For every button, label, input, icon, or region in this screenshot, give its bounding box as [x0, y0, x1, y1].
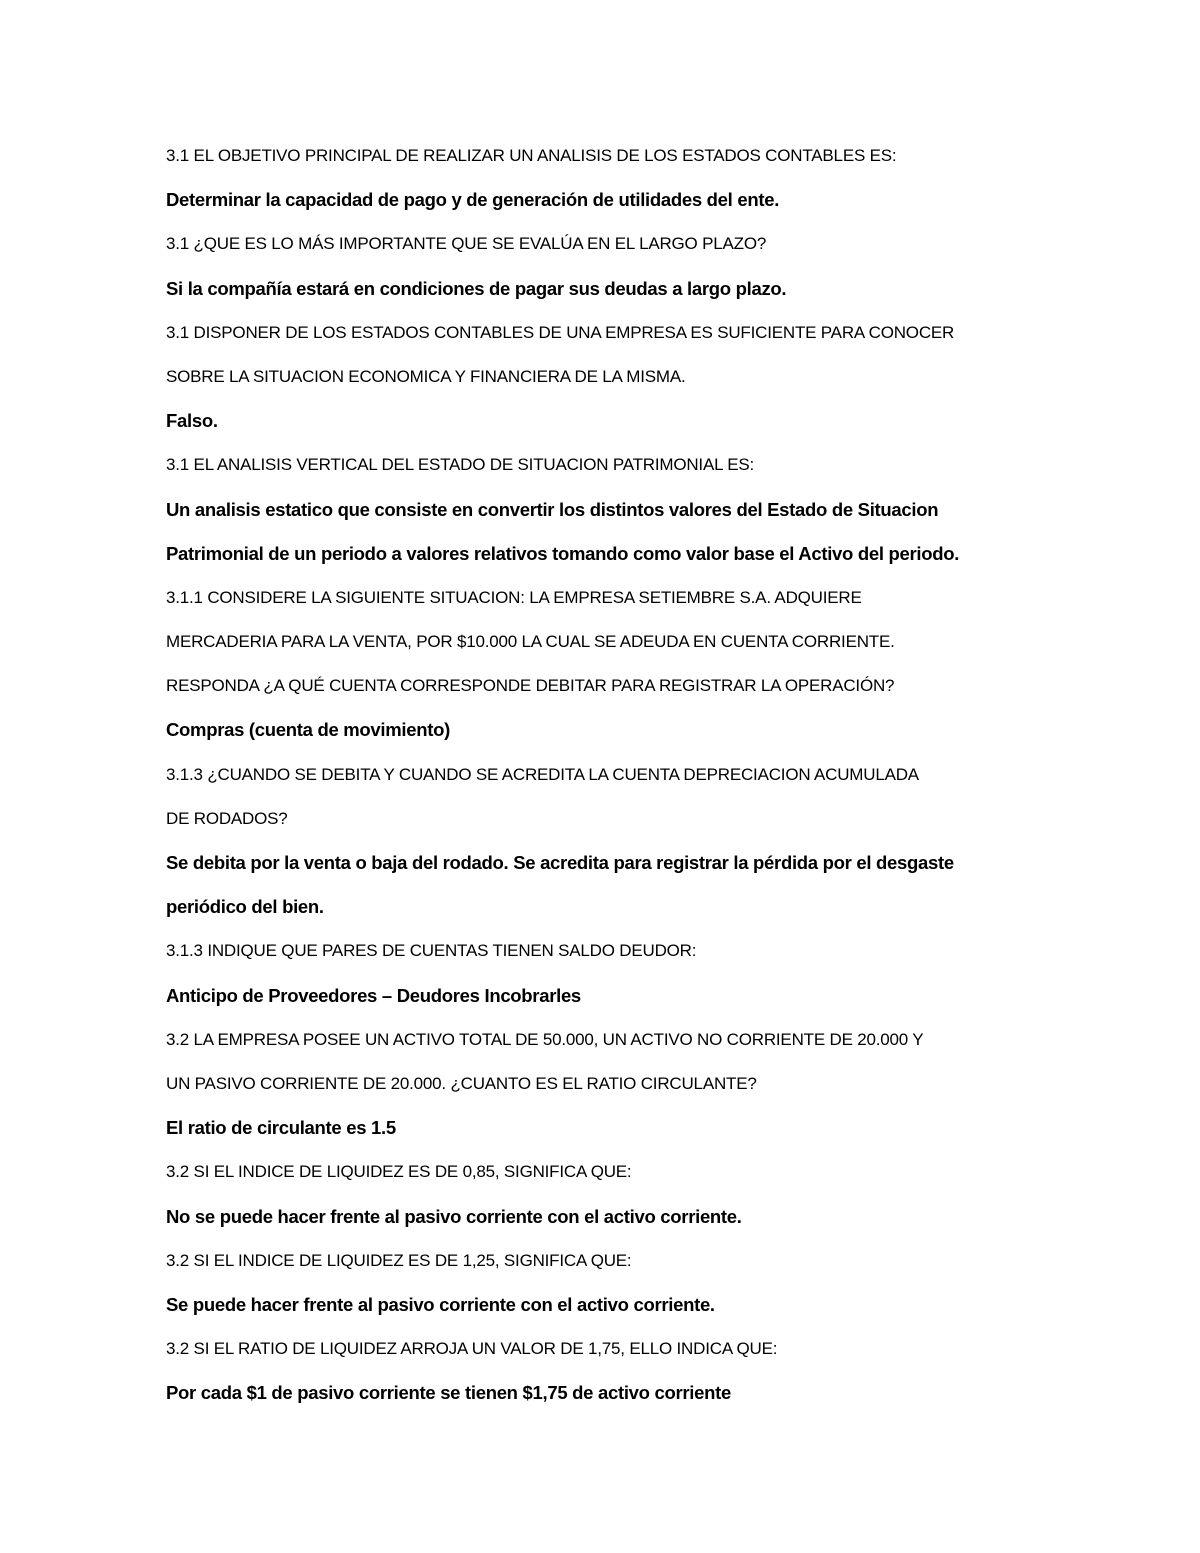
question-line: 3.2 LA EMPRESA POSEE UN ACTIVO TOTAL DE 50.000, UN ACTIVO NO CORRIENTE DE 20.000 Y: [166, 1029, 924, 1049]
answer-line: Patrimonial de un periodo a valores relativos tomando como valor base el Activo del periodo.: [166, 542, 960, 564]
question-line: SOBRE LA SITUACION ECONOMICA Y FINANCIERA DE LA MISMA.: [166, 366, 686, 386]
question-line: DE RODADOS?: [166, 808, 288, 828]
question-line: 3.2 SI EL RATIO DE LIQUIDEZ ARROJA UN VALOR DE 1,75, ELLO INDICA QUE:: [166, 1339, 778, 1359]
question-line: 3.1 DISPONER DE LOS ESTADOS CONTABLES DE UNA EMPRESA ES SUFICIENTE PARA CONOCER: [166, 322, 955, 342]
answer-line: Determinar la capacidad de pago y de generación de utilidades del ente.: [166, 189, 780, 211]
question-line: 3.2 SI EL INDICE DE LIQUIDEZ ES DE 0,85, SIGNIFICA QUE:: [166, 1162, 632, 1182]
answer-line: periódico del bien.: [166, 896, 324, 918]
answer-line: No se puede hacer frente al pasivo corriente con el activo corriente.: [166, 1205, 742, 1227]
question-line: UN PASIVO CORRIENTE DE 20.000. ¿CUANTO ES EL RATIO CIRCULANTE?: [166, 1073, 757, 1093]
question-line: 3.2 SI EL INDICE DE LIQUIDEZ ES DE 1,25, SIGNIFICA QUE:: [166, 1250, 632, 1270]
answer-line: Anticipo de Proveedores – Deudores Incobrarles: [166, 984, 581, 1006]
answer-line: Se debita por la venta o baja del rodado. Se acredita para registrar la pérdida por el desgaste: [166, 852, 954, 873]
document-body: [166, 140, 1046, 1421]
question-line: 3.1.3 ¿CUANDO SE DEBITA Y CUANDO SE ACREDITA LA CUENTA DEPRECIACION ACUMULADA: [166, 764, 919, 784]
answer-line: Un analisis estatico que consiste en convertir los distintos valores del Estado de Situacion: [166, 498, 939, 520]
question-line: 3.1.1 CONSIDERE LA SIGUIENTE SITUACION: LA EMPRESA SETIEMBRE S.A. ADQUIERE: [166, 587, 862, 607]
question-line: 3.1 EL OBJETIVO PRINCIPAL DE REALIZAR UN ANALISIS DE LOS ESTADOS CONTABLES ES:: [166, 146, 897, 165]
answer-line: Se puede hacer frente al pasivo corriente con el activo corriente.: [166, 1293, 715, 1315]
answer-line: Si la compañía estará en condiciones de pagar sus deudas a largo plazo.: [166, 277, 787, 299]
question-line: 3.1 ¿QUE ES LO MÁS IMPORTANTE QUE SE EVALÚA EN EL LARGO PLAZO?: [166, 234, 767, 254]
question-line: MERCADERIA PARA LA VENTA, POR $10.000 LA CUAL SE ADEUDA EN CUENTA CORRIENTE.: [166, 632, 895, 652]
answer-line: El ratio de circulante es 1.5: [166, 1117, 396, 1139]
question-line: RESPONDA ¿A QUÉ CUENTA CORRESPONDE DEBITAR PARA REGISTRAR LA OPERACIÓN?: [166, 676, 895, 696]
answer-line: Compras (cuenta de movimiento): [166, 719, 450, 741]
answer-line: Por cada $1 de pasivo corriente se tienen $1,75 de activo corriente: [166, 1382, 731, 1404]
question-line: 3.1 EL ANALISIS VERTICAL DEL ESTADO DE SITUACION PATRIMONIAL ES:: [166, 455, 755, 475]
answer-line: Falso.: [166, 410, 218, 432]
question-line: 3.1.3 INDIQUE QUE PARES DE CUENTAS TIENEN SALDO DEUDOR:: [166, 941, 697, 961]
